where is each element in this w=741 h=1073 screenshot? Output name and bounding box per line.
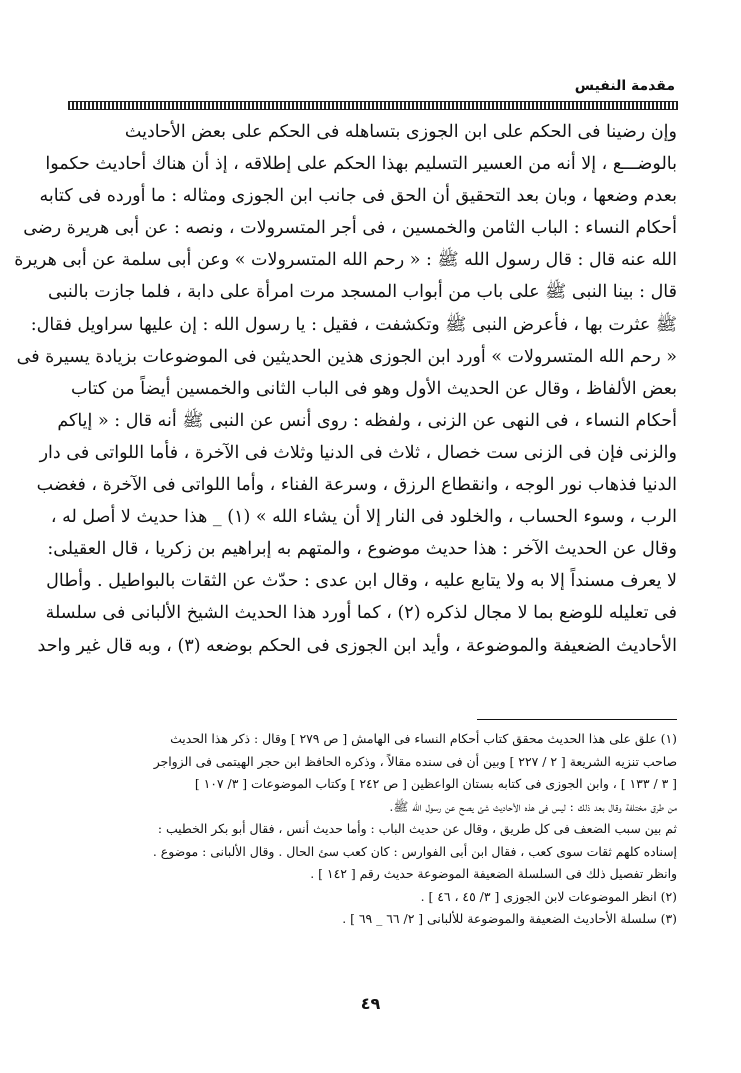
footnote-line: [ ٣ / ١٣٣ ] ، وابن الجوزى فى كتابه بستان الواعظين [ ص ٢٤٢ ] وكتاب الموضوعات [ ٣/ ١٠٧ ] bbox=[194, 776, 677, 791]
body-line: بعض الألفاظ ، وقال عن الحديث الأول وهو فى الباب الثانى والخمسين أيضاً من كتاب bbox=[70, 378, 677, 399]
page-number: ٤٩ bbox=[360, 994, 381, 1013]
body-line: الرب ، وسوء الحساب ، والخلود فى النار إلا أن يشاء الله » (١) _ هذا حديث لا أصل له ، bbox=[50, 507, 677, 528]
body-line: أحكام النساء : الباب الثامن والخمسين ، فى أجر المتسرولات ، ونصه : عن أبى هريرة رضى bbox=[23, 218, 677, 239]
footnote-line: صاحب تنزيه الشريعة [ ٢ / ٢٢٧ ] وبين أن فى سنده مقالاً ، وذكره الحافظ ابن حجر الهيتمى فى الزواجر bbox=[153, 753, 677, 769]
main-body-text bbox=[14, 116, 677, 662]
footnote-line: من طرق مختلفة وقال بعد ذلك : ليس فى هذه الأحاديث شئ يصح عن رسول الله ﷺ. bbox=[389, 798, 677, 814]
footnotes bbox=[68, 728, 677, 931]
body-line: بالوضـــع ، إلا أنه من العسير التسليم بهذا الحكم على إطلاقه ، إذ أن هناك أحاديث حكموا bbox=[45, 154, 677, 175]
footnote-line: إسناده كلهم ثقات سوى كعب ، فقال ابن أبى الفوارس : كان كعب سئ الحال . وقال الألبانى : موضوع . bbox=[152, 843, 677, 859]
footnote-line: ثم بين سبب الضعف فى كل طريق ، وقال عن حديث الباب : وأما حديث أنس ، فقال أبو بكر الخطيب : bbox=[157, 821, 677, 836]
footnote-line: وانظر تفصيل ذلك فى السلسلة الضعيفة الموضوعة حديث رقم [ ١٤٢ ] . bbox=[310, 866, 677, 881]
running-header-title: مقدمة النفيس bbox=[574, 78, 675, 94]
footnote-separator bbox=[477, 719, 677, 720]
body-line: لا يعرف مسنداً إلا به ولا يتابع عليه ، وقال ابن عدى : حدّث عن الثقات بالبواطيل . وأطال bbox=[46, 571, 677, 592]
body-line: الله عنه قال : قال رسول الله ﷺ : « رحم الله المتسرولات » وعن أبى سلمة عن أبى هريرة bbox=[14, 250, 677, 271]
body-line: وقال عن الحديث الآخر : هذا حديث موضوع ، والمتهم به إبراهيم بن زكريا ، قال العقيلى: bbox=[47, 539, 677, 560]
body-line: فى تعليله للوضع بما لا مجال لذكره (٢) ، كما أورد هذا الحديث الشيخ الألبانى فى سلسلة bbox=[45, 603, 677, 624]
body-line: أحكام النساء ، فى النهى عن الزنى ، ولفظه : روى أنس عن النبى ﷺ أنه قال : « إياكم bbox=[57, 410, 677, 431]
body-line: بعدم وضعها ، وبان بعد التحقيق أن الحق فى جانب ابن الجوزى ومثاله : ما أورده فى كتابه bbox=[39, 186, 677, 207]
footnote-line: (٢) انظر الموضوعات لابن الجوزى [ ٣/ ٤٥ ، ٤٦ ] . bbox=[420, 888, 677, 904]
header-decorative-rule bbox=[68, 101, 678, 110]
body-line: « رحم الله المتسرولات » أورد ابن الجوزى هذين الحديثين فى الموضوعات بزيادة يسيرة فى bbox=[16, 346, 677, 367]
body-line: ﷺ عثرت بها ، فأعرض النبى ﷺ وتكشفت ، فقيل : يا رسول الله : إن عليها سراويل فقال: bbox=[30, 314, 677, 335]
body-line: قال : بينا النبى ﷺ على باب من أبواب المسجد مرت امرأة على دابة ، فلما جازت بالنبى bbox=[47, 282, 677, 303]
body-line: الدنيا فذهاب نور الوجه ، وانقطاع الرزق ، وسرعة الفناء ، وأما اللواتى فى الآخرة ، فغضب bbox=[36, 475, 677, 496]
body-line: الأحاديث الضعيفة والموضوعة ، وأيد ابن الجوزى فى الحكم بوضعه (٣) ، وبه قال غير واحد bbox=[37, 635, 677, 656]
footnote-line: (٣) سلسلة الأحاديث الضعيفة والموضوعة للألبانى [ ٢/ ٦٦ _ ٦٩ ] . bbox=[342, 911, 677, 926]
footnote-line: (١) علق على هذا الحديث محقق كتاب أحكام النساء فى الهامش [ ص ٢٧٩ ] وقال : ذكر هذا الحديث bbox=[170, 731, 677, 746]
body-line: وإن رضينا فى الحكم على ابن الجوزى بتساهله فى الحكم على بعض الأحاديث bbox=[124, 122, 677, 142]
body-line: والزنى فإن فى الزنى ست خصال ، ثلاث فى الدنيا وثلاث فى الآخرة ، فأما اللواتى فى دار bbox=[39, 442, 677, 463]
